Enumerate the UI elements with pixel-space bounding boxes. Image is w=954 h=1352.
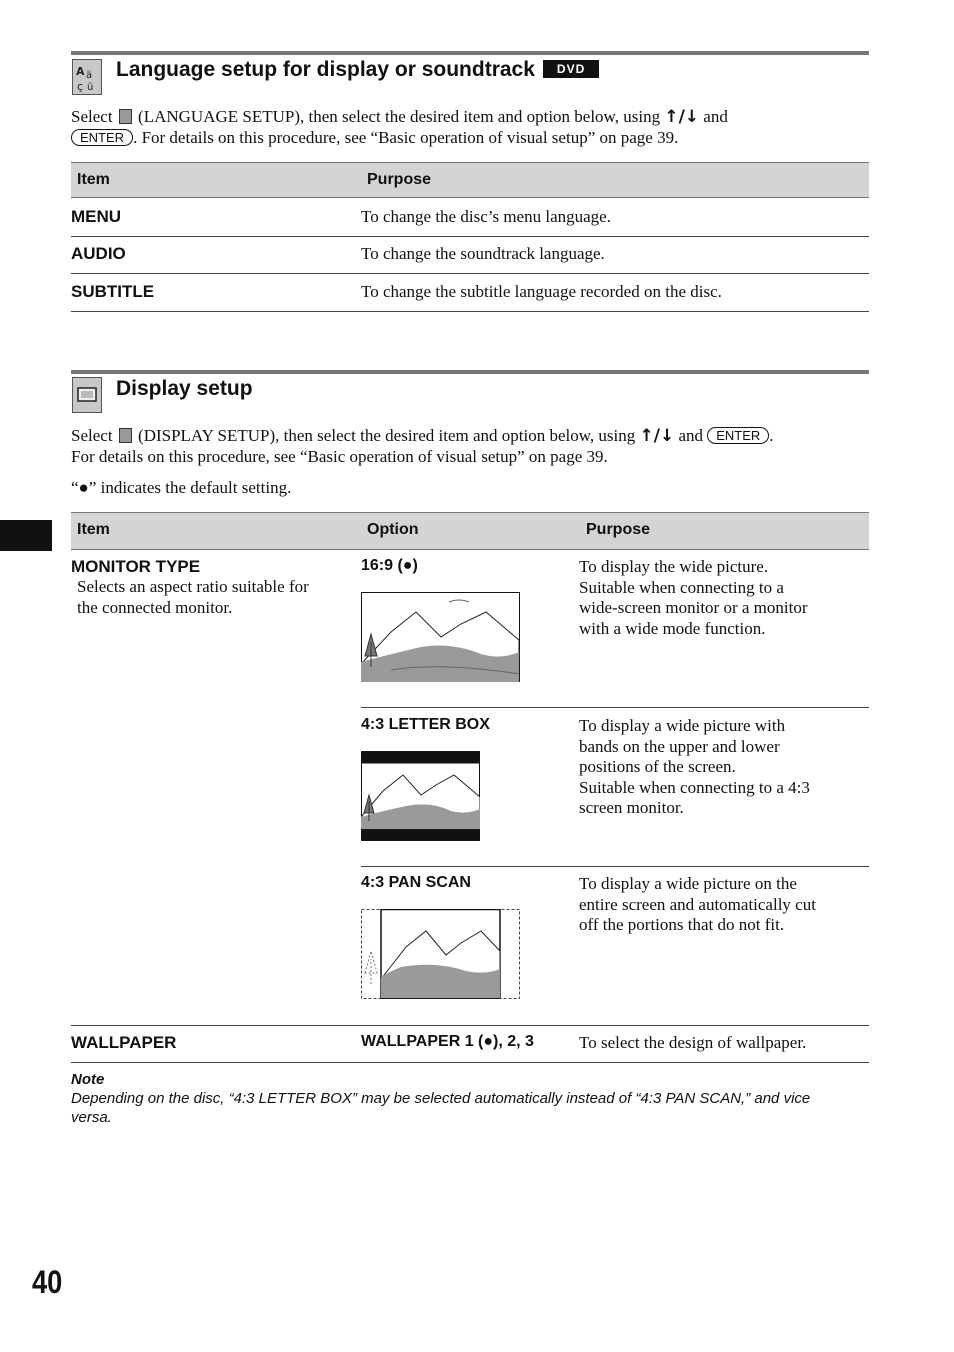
option-16-9: 16:9 (●)	[361, 557, 418, 574]
row-divider	[71, 311, 869, 312]
language-intro: Select (LANGUAGE SETUP), then select the desired item and option below, using ↑/↓ and ENTER . For details on this procedure, see “Basic operation of visual setup” on page 39.	[71, 107, 728, 147]
section-tab-marker	[0, 520, 52, 551]
table-row-purpose: To change the subtitle language recorded on the disc.	[361, 282, 722, 301]
table-row-item: MENU	[71, 207, 122, 226]
row-divider	[71, 273, 869, 274]
display-table-header	[71, 512, 869, 550]
option-pan-scan: 4:3 PAN SCAN	[361, 874, 471, 891]
display-intro: Select (DISPLAY SETUP), then select the desired item and option below, using ↑/↓ and ENTER . For details on this procedure, see “Basic operation of visual setup” on page 39.	[71, 426, 774, 466]
up-down-arrow-icon: ↑/↓	[664, 107, 700, 127]
monitor-type-description: Selects an aspect ratio suitable for the connected monitor.	[77, 577, 309, 617]
option-purpose: To display the wide picture. Suitable when connecting to a wide-screen monitor or a monitor with a wide mode function.	[579, 557, 808, 638]
svg-text:ü: ü	[87, 82, 94, 93]
column-header-item: Item	[77, 521, 110, 538]
svg-text:ä: ä	[86, 70, 93, 81]
table-row-purpose: To change the soundtrack language.	[361, 244, 605, 263]
note-body: Depending on the disc, “4:3 LETTER BOX” may be selected automatically instead of “4:3 PAN SCAN,” and vice versa.	[71, 1090, 811, 1126]
wallpaper-label: WALLPAPER	[71, 1033, 177, 1052]
row-divider	[361, 707, 869, 708]
pan-scan-illustration	[361, 909, 520, 999]
monitor-type-label: MONITOR TYPE	[71, 557, 201, 576]
wide-screen-illustration	[361, 592, 520, 682]
option-purpose: To display a wide picture with bands on the upper and lower positions of the screen. Suitable when connecting to a 4:3 screen monitor.	[579, 716, 810, 817]
up-down-arrow-icon: ↑/↓	[639, 426, 675, 446]
svg-text:A: A	[76, 65, 85, 78]
wallpaper-purpose: To select the design of wallpaper.	[579, 1033, 807, 1052]
column-header-purpose: Purpose	[367, 171, 432, 188]
language-table-header	[71, 162, 869, 198]
column-header-item: Item	[77, 171, 110, 188]
row-divider	[71, 1062, 869, 1063]
default-setting-note: “●” indicates the default setting.	[71, 478, 292, 497]
table-row-item: AUDIO	[71, 244, 126, 263]
display-setup-icon	[119, 428, 132, 443]
enter-key-icon: ENTER	[707, 427, 769, 444]
page-number: 40	[32, 1264, 63, 1300]
column-header-purpose: Purpose	[586, 521, 651, 538]
section-rule	[71, 51, 869, 55]
row-divider	[71, 236, 869, 237]
section-rule	[71, 370, 869, 374]
note-heading: Note	[71, 1071, 105, 1088]
option-purpose: To display a wide picture on the entire screen and automatically cut off the portions that do not fit.	[579, 874, 816, 934]
table-row-item: SUBTITLE	[71, 282, 155, 301]
enter-key-icon: ENTER	[71, 129, 133, 146]
section-title-language: Language setup for display or soundtrack DVD	[116, 58, 599, 82]
option-letter-box: 4:3 LETTER BOX	[361, 716, 490, 733]
row-divider	[71, 1025, 869, 1026]
table-row-purpose: To change the disc’s menu language.	[361, 207, 611, 226]
language-setup-icon	[72, 59, 102, 95]
row-divider	[361, 866, 869, 867]
letter-box-illustration	[361, 751, 480, 841]
language-setup-icon	[119, 109, 132, 124]
column-header-option: Option	[367, 521, 419, 538]
svg-text:ç: ç	[77, 80, 84, 93]
dvd-badge: DVD	[543, 60, 599, 78]
wallpaper-option: WALLPAPER 1 (●), 2, 3	[361, 1033, 534, 1050]
section-title-display: Display setup	[116, 377, 253, 400]
display-setup-icon	[72, 377, 102, 413]
